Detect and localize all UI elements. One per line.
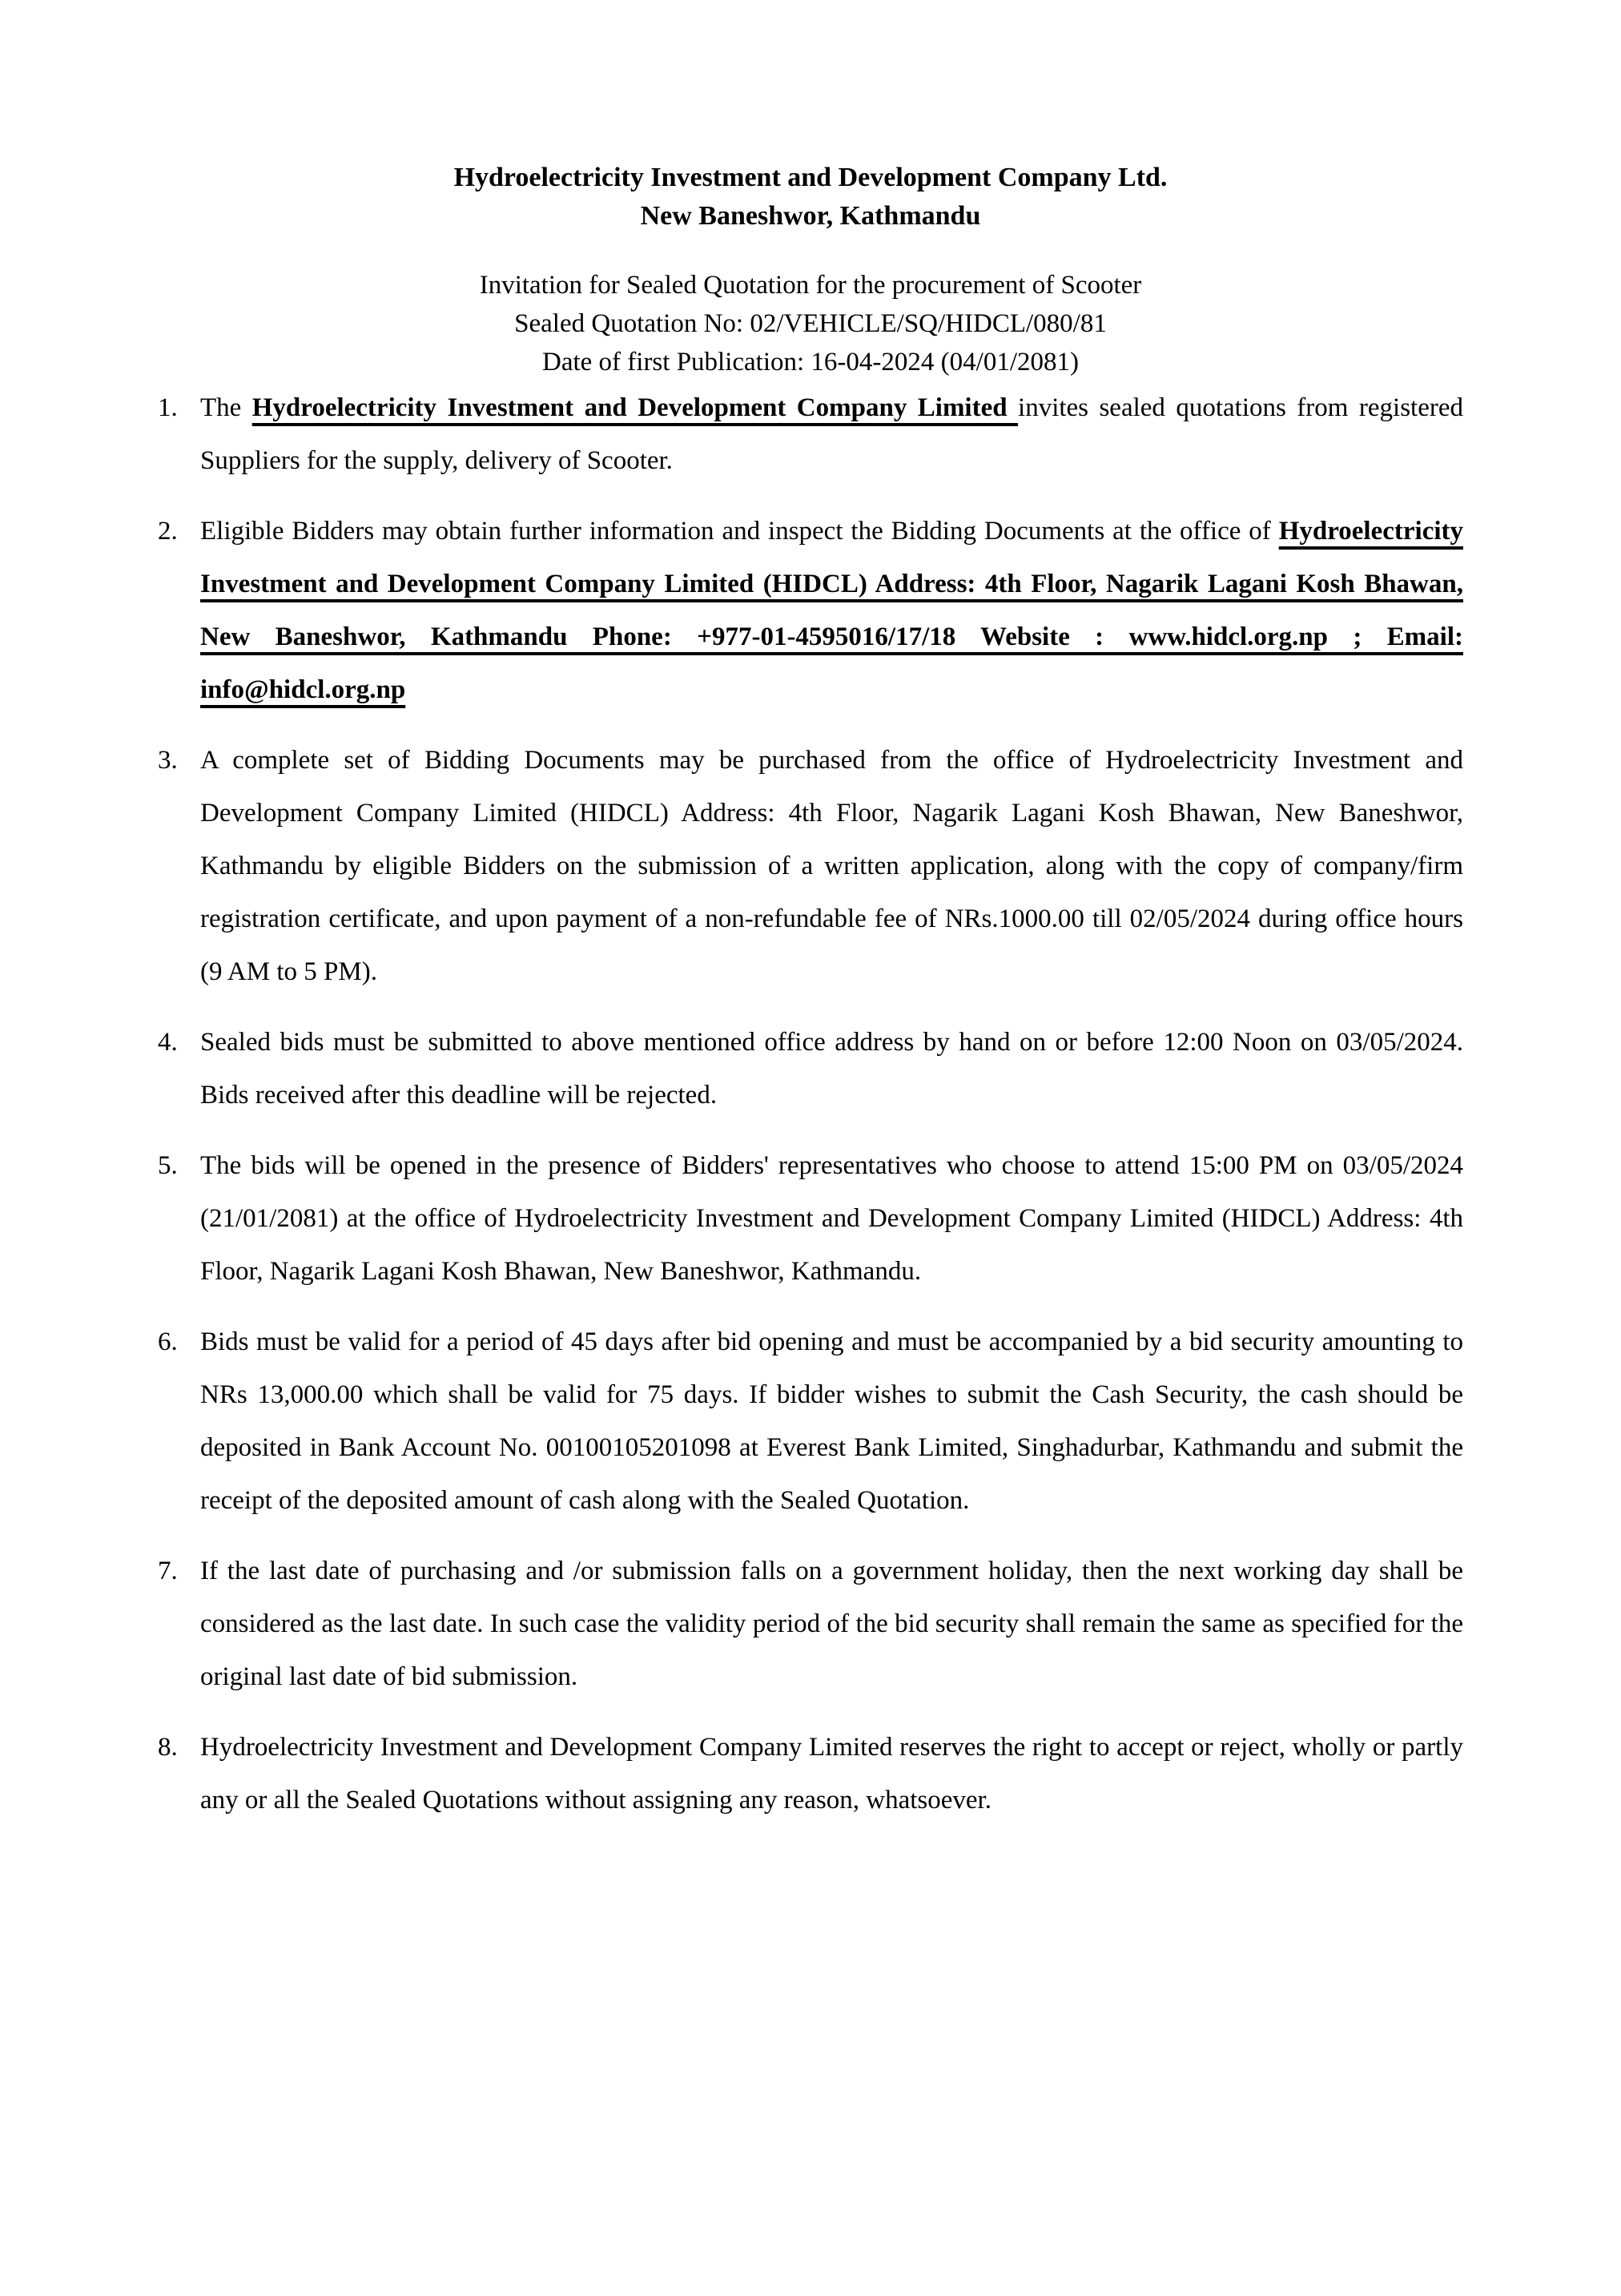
body-text: Sealed bids must be submitted to above mentioned office address by hand on or before 12:00 Noon on 03/05/2024. Bids received after this deadline will be rejected. (200, 1028, 1463, 1110)
company-address: New Baneshwor, Kathmandu (640, 201, 981, 231)
item-number: 5. (158, 1151, 178, 1180)
publication-date: Date of first Publication: 16-04-2024 (04/01/2081) (542, 348, 1079, 377)
emphasized-text: Hydroelectricity Investment and Development Company Limited (251, 393, 1019, 422)
body-text: The (200, 393, 252, 422)
body-text: The bids will be opened in the presence of Bidders' representatives who choose to attend 15:00 PM on 03/05/2024 (21/01/2081) at the office of Hydroelectricity Investment and Development Company Limited (HIDCL) Address: 4th Floor, Nagarik Lagani Kosh Bhawan, New Baneshwor, Kathmandu. (200, 1151, 1463, 1286)
notice-item-3 (158, 734, 1463, 998)
item-number: 7. (158, 1557, 178, 1585)
document-content (158, 159, 1463, 1844)
body-text: Eligible Bidders may obtain further information and inspect the Bidding Documents at the office of (200, 517, 1279, 546)
invitation-title: Invitation for Sealed Quotation for the procurement of Scooter (479, 271, 1142, 300)
item-text (200, 1733, 1463, 1815)
quotation-number: Sealed Quotation No: 02/VEHICLE/SQ/HIDCL/080/81 (514, 309, 1107, 338)
item-number: 4. (158, 1028, 178, 1057)
item-text (200, 393, 1463, 475)
notice-item-1 (158, 381, 1463, 487)
body-text: If the last date of purchasing and /or submission falls on a government holiday, then the next working day shall be considered as the last date. In such case the validity period of the bid security shall remain the same as specified for the original last date of bid submission. (200, 1557, 1463, 1691)
notice-list (158, 381, 1463, 1827)
notice-item-4 (158, 1016, 1463, 1122)
body-text: Bids must be valid for a period of 45 days after bid opening and must be accompanied by a bid security amounting to NRs 13,000.00 which shall be valid for 75 days. If bidder wishes to submit the Cash Security, the cash should be deposited in Bank Account No. 00100105201098 at Everest Bank Limited, Singhadurbar, Kathmandu and submit the receipt of the deposited amount of cash along with the Sealed Quotation. (200, 1327, 1463, 1515)
notice-item-2 (158, 505, 1463, 716)
document-header (158, 159, 1463, 236)
item-number: 6. (158, 1327, 178, 1356)
item-number: 1. (158, 393, 178, 422)
body-text: A complete set of Bidding Documents may be purchased from the office of Hydroelectricity Investment and Development Company Limited (HIDCL) Address: 4th Floor, Nagarik Lagani Kosh Bhawan, New Baneshwor, Kathmandu by eligible Bidders on the submission of a written application, along with the copy of company/firm registration certificate, and upon payment of a non-refundable fee of NRs.1000.00 till 02/05/2024 during office hours (9 AM to 5 PM). (200, 746, 1463, 986)
item-text (200, 517, 1463, 704)
item-number: 3. (158, 746, 178, 775)
body-text: Hydroelectricity Investment and Development Company Limited reserves the right to accept or reject, wholly or partly any or all the Sealed Quotations without assigning any reason, whatsoever. (200, 1733, 1463, 1815)
item-text (200, 1557, 1463, 1691)
item-text (200, 1151, 1463, 1286)
item-text (200, 1327, 1463, 1515)
document-subheader (158, 266, 1463, 381)
item-text (200, 746, 1463, 986)
item-text (200, 1028, 1463, 1110)
emphasized-text: Hydroelectricity Investment and Development Company Limited (HIDCL) Address: 4th Floor, Nagarik Lagani Kosh Bhawan, New Baneshwor, Kathmandu Phone: +977-01-4595016/17/18 Website : www.hidcl.org.np ; Email: info@hidcl.org.np (200, 517, 1463, 704)
item-number: 8. (158, 1733, 178, 1762)
notice-item-7 (158, 1545, 1463, 1703)
notice-item-8 (158, 1721, 1463, 1827)
notice-item-6 (158, 1315, 1463, 1527)
body-text: invites sealed quotations from registered Suppliers for the supply, delivery of Scooter. (200, 393, 1463, 475)
item-number: 2. (158, 517, 178, 546)
notice-item-5 (158, 1139, 1463, 1298)
company-name: Hydroelectricity Investment and Development Company Ltd. (453, 163, 1168, 192)
